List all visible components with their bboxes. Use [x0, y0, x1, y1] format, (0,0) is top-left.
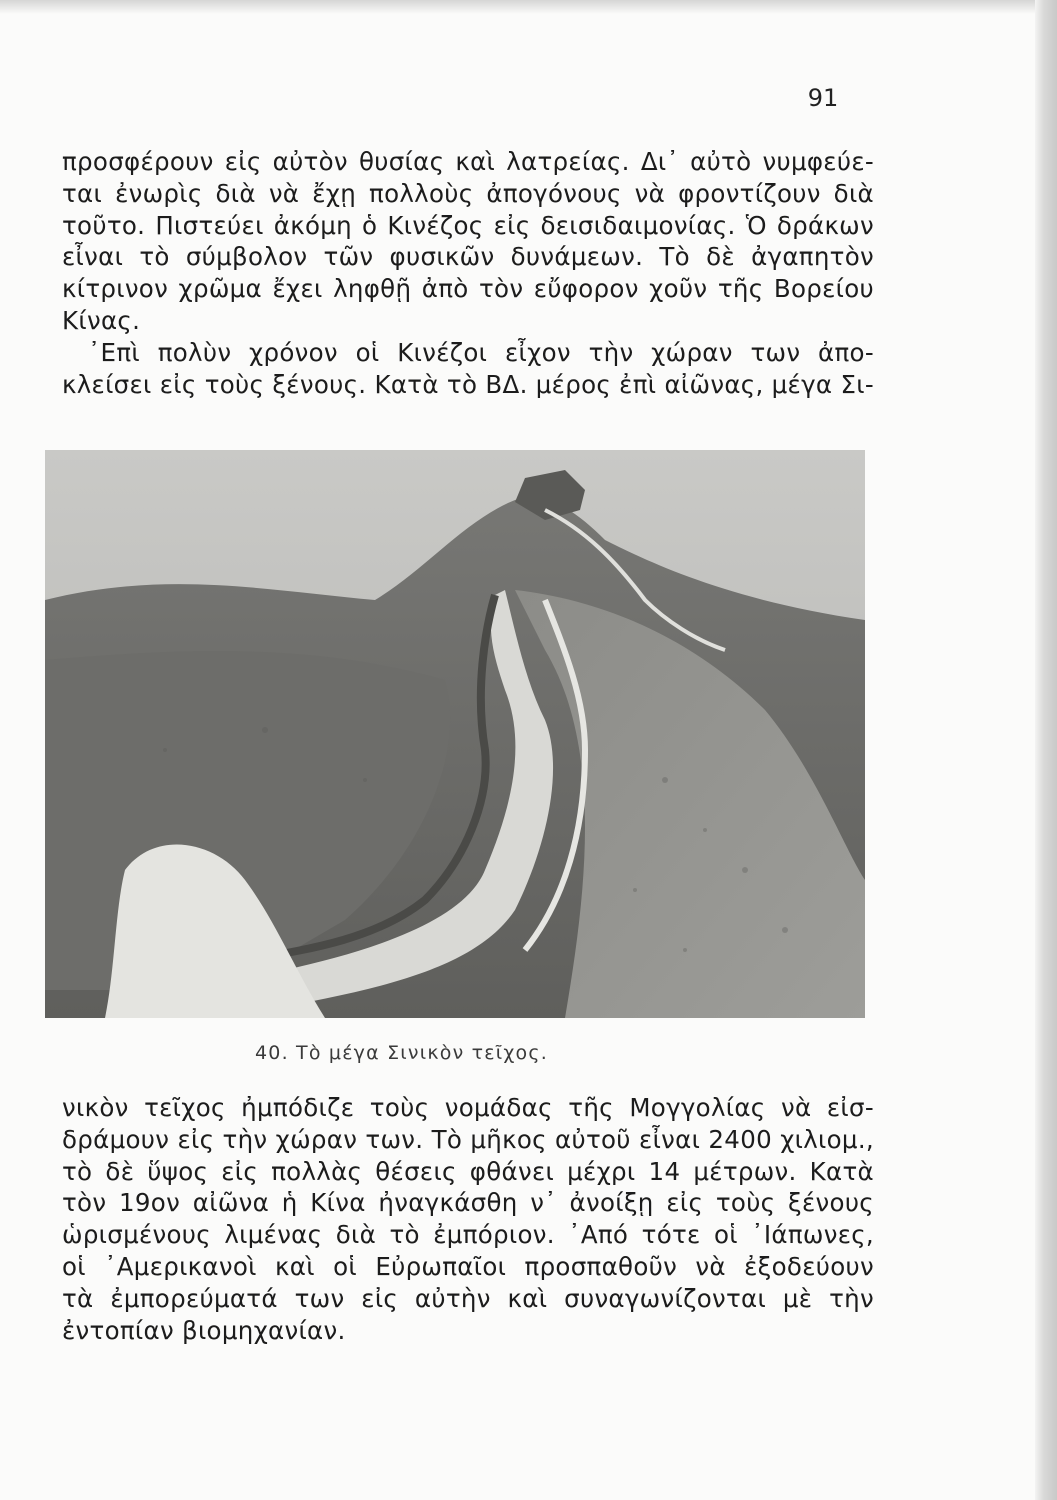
text-line: ᾽Επὶ πολὺν χρόνον οἱ Κινέζοι εἶχον τὴν χώραν των ἀπο-: [88, 337, 874, 367]
great-wall-photo: [45, 450, 865, 1018]
text-line: προσφέρουν εἰς αὐτὸν θυσίας καὶ λατρείας. Δι᾽ αὐτὸ νυμφεύε-: [62, 147, 874, 176]
page-top-shadow: [0, 0, 1057, 14]
text-line: οἱ ᾽Αμερικανοὶ καὶ οἱ Εὐρωπαῖοι προσπαθοῦν νὰ ἐξοδεύουν: [62, 1251, 874, 1281]
text-line: κλείσει εἰς τοὺς ξένους. Κατὰ τὸ ΒΔ. μέρος ἐπὶ αἰῶνας, μέγα Σι-: [62, 369, 874, 399]
text-line: τὸν 19ον αἰῶνα ἡ Κίνα ἠναγκάσθη ν᾽ ἀνοίξῃ εἰς τοὺς ξένους: [62, 1188, 874, 1218]
text-line: τὰ ἐμπορεύματά των εἰς αὐτὴν καὶ συναγωνίζονται μὲ τὴν: [62, 1283, 874, 1313]
text-line: νικὸν τεῖχος ἠμπόδιζε τοὺς νομάδας τῆς Μογγολίας νὰ εἰσ-: [62, 1093, 874, 1122]
text-line: τοῦτο. Πιστεύει ἀκόμη ὁ Κινέζος εἰς δεισιδαιμονίας. Ὁ δράκων: [62, 210, 874, 240]
text-line: τὸ δὲ ὕψος εἰς πολλὰς θέσεις φθάνει μέχρι 14 μέτρων. Κατὰ: [62, 1156, 874, 1186]
text-line: ὡρισμένους λιμένας διὰ τὸ ἐμπόριον. ᾽Από τότε οἱ ᾽Ιάπωνες,: [62, 1220, 874, 1250]
text-line: δράμουν εἰς τὴν χώραν των. Τὸ μῆκος αὐτοῦ εἶναι 2400 χιλιομ.,: [62, 1124, 874, 1154]
text-line: εἶναι τὸ σύμβολον τῶν φυσικῶν δυνάμεων. Τὸ δὲ ἀγαπητὸν: [62, 242, 874, 272]
paragraph-bottom: [62, 1092, 874, 1346]
great-wall-illustration: [45, 450, 865, 1018]
page-number: 91: [807, 84, 839, 112]
paragraph-top: [62, 146, 874, 400]
page-right-edge: [1035, 0, 1057, 1500]
text-line: κίτρινον χρῶμα ἔχει ληφθῇ ἀπὸ τὸν εὔφορον χοῦν τῆς Βορείου: [62, 274, 874, 304]
text-line: ται ἐνωρὶς διὰ νὰ ἔχῃ πολλοὺς ἀπογόνους νὰ φροντίζουν διὰ: [62, 178, 874, 208]
text-line: ἐντοπίαν βιομηχανίαν.: [62, 1315, 346, 1345]
figure-caption: 40. Τὸ μέγα Σινικὸν τεῖχος.: [255, 1042, 548, 1064]
text-line: Κίνας.: [62, 305, 141, 335]
